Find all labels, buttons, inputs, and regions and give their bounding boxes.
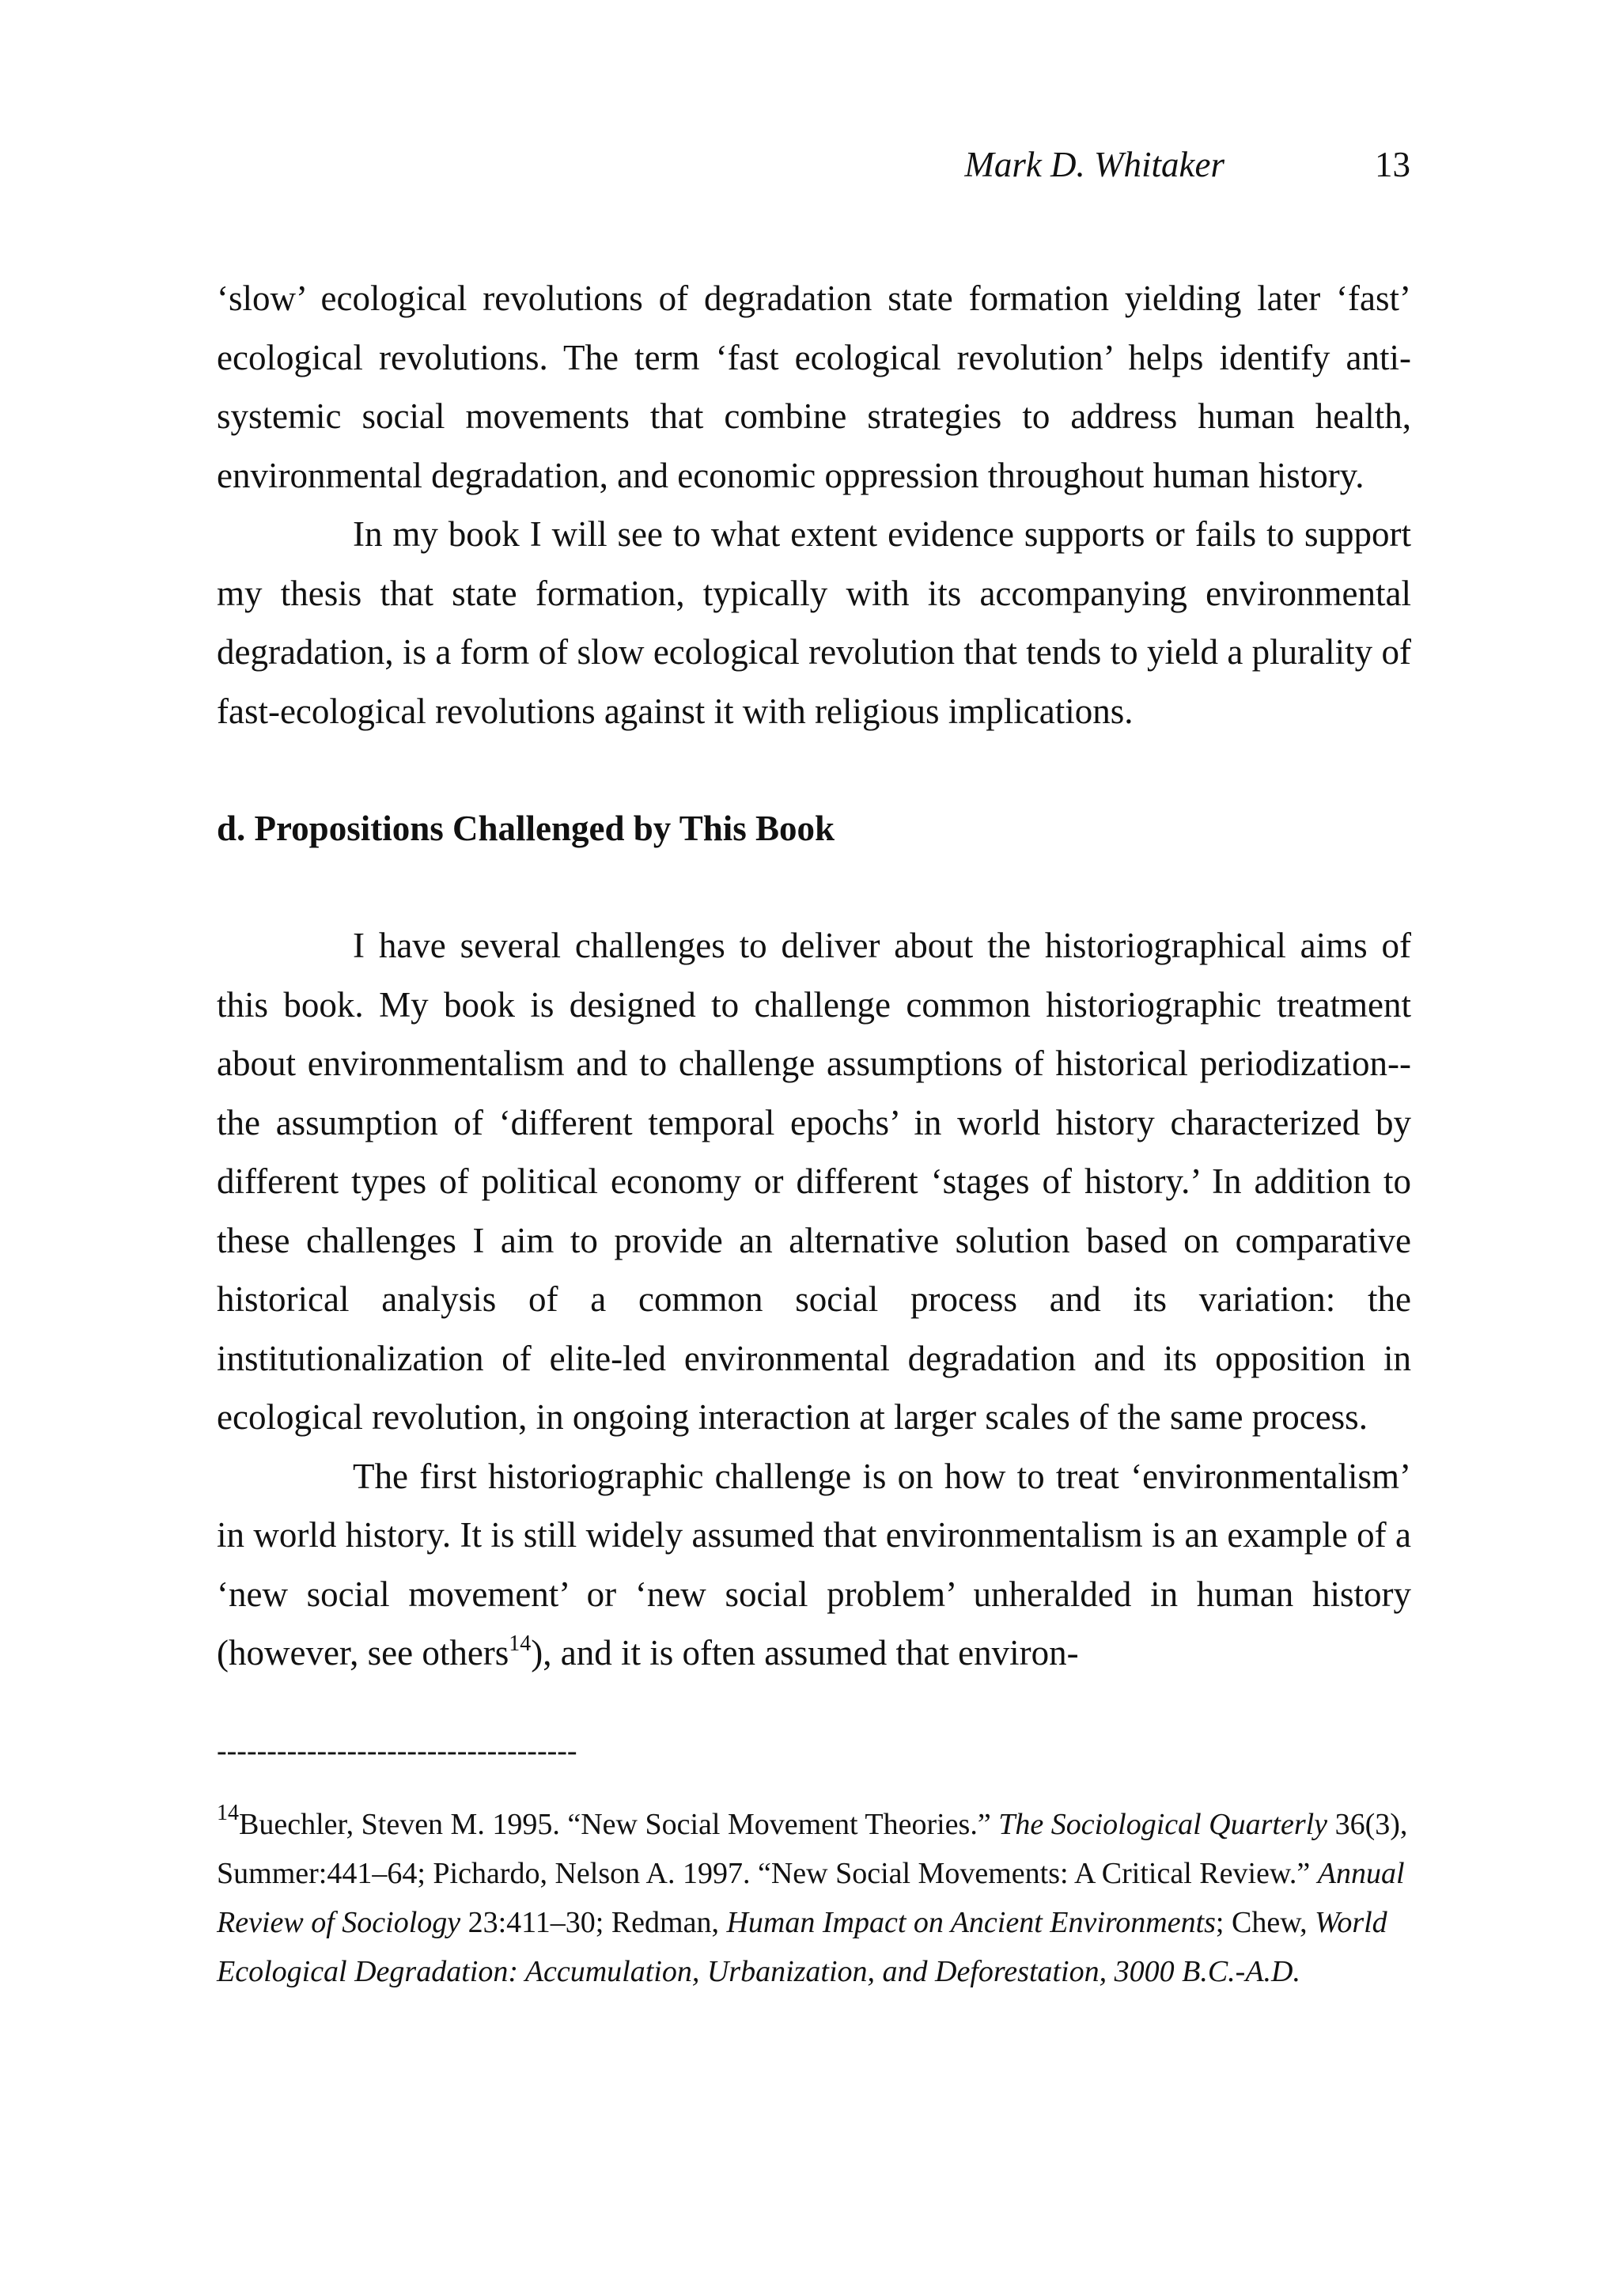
footnote-number: 14 xyxy=(217,1800,239,1825)
running-head xyxy=(0,141,1620,188)
footnote-book-1: Human Impact on Ancient Environments xyxy=(726,1905,1216,1939)
paragraph-thesis: In my book I will see to what extent evidence supports or fails to support my thesis that state formation, typically with its accompanying environmental degradation, is a form of slow ecological revolution that tends to yield a plurality of fast-ecological revolutions against it with religious implications. xyxy=(217,514,1411,731)
footnote-14 xyxy=(217,1800,1411,1996)
footnote-separator: ------------------------------------ xyxy=(217,1733,577,1767)
footnote-journal-1: The Sociological Quarterly xyxy=(998,1807,1328,1841)
main-text xyxy=(217,269,1411,1996)
paragraph-first-challenge xyxy=(217,1447,1411,1683)
section-heading: d. Propositions Challenged by This Book xyxy=(217,809,835,848)
paragraph-continuation: ‘slow’ ecological revolutions of degradation state formation yielding later ‘fast’ ecological revolutions. The term ‘fast ecological revolution’ helps identify anti-systemic social movements that combine strategies to address human health, environmental degradation, and economic oppression throughout human history. xyxy=(217,278,1411,495)
paragraph-challenges: I have several challenges to deliver about the historiographical aims of this book. My book is designed to challenge common historiographic treatment about environmentalism and to challenge assumptions of historical periodization--the assumption of ‘different temporal epochs’ in world history characterized by different types of political economy or different ‘stages of history.’ In addition to these challenges I aim to provide an alternative solution based on comparative historical analysis of a common social process and its variation: the institutionalization of elite-led environmental degradation and its opposition in ecological revolution, in ongoing interaction at larger scales of the same process. xyxy=(217,926,1411,1437)
footnote-book-2: World Ecological Degradation: Accumulation, Urbanization, and Deforestation, 3000 B.C.-A.D. xyxy=(217,1905,1387,1988)
page-number: 13 xyxy=(1375,145,1410,184)
paragraph-first-challenge-tail: ), and it is often assumed that environ- xyxy=(531,1633,1079,1673)
paragraph-first-challenge-text: The first historiographic challenge is on how to treat ‘environmentalism’ in world history. It is still widely assumed that environmentalism is an example of a ‘new social movement’ or ‘new social problem’ unheralded in human history (however, see others xyxy=(217,1456,1411,1673)
footnote-journal-2: Annual Review of Sociology xyxy=(217,1856,1405,1939)
footnote-text-1: Buechler, Steven M. 1995. “New Social Movement Theories.” xyxy=(239,1807,999,1841)
footnote-text-2: 36(3), Summer:441–64; Pichardo, Nelson A. 1997. “New Social Movements: A Critical Review.” xyxy=(217,1807,1408,1890)
footnote-text-3: 23:411–30; Redman, xyxy=(460,1905,727,1939)
footnote-reference[interactable]: 14 xyxy=(509,1631,532,1656)
running-head-author: Mark D. Whitaker xyxy=(964,145,1224,184)
footnote-text-4: ; Chew, xyxy=(1215,1905,1315,1939)
